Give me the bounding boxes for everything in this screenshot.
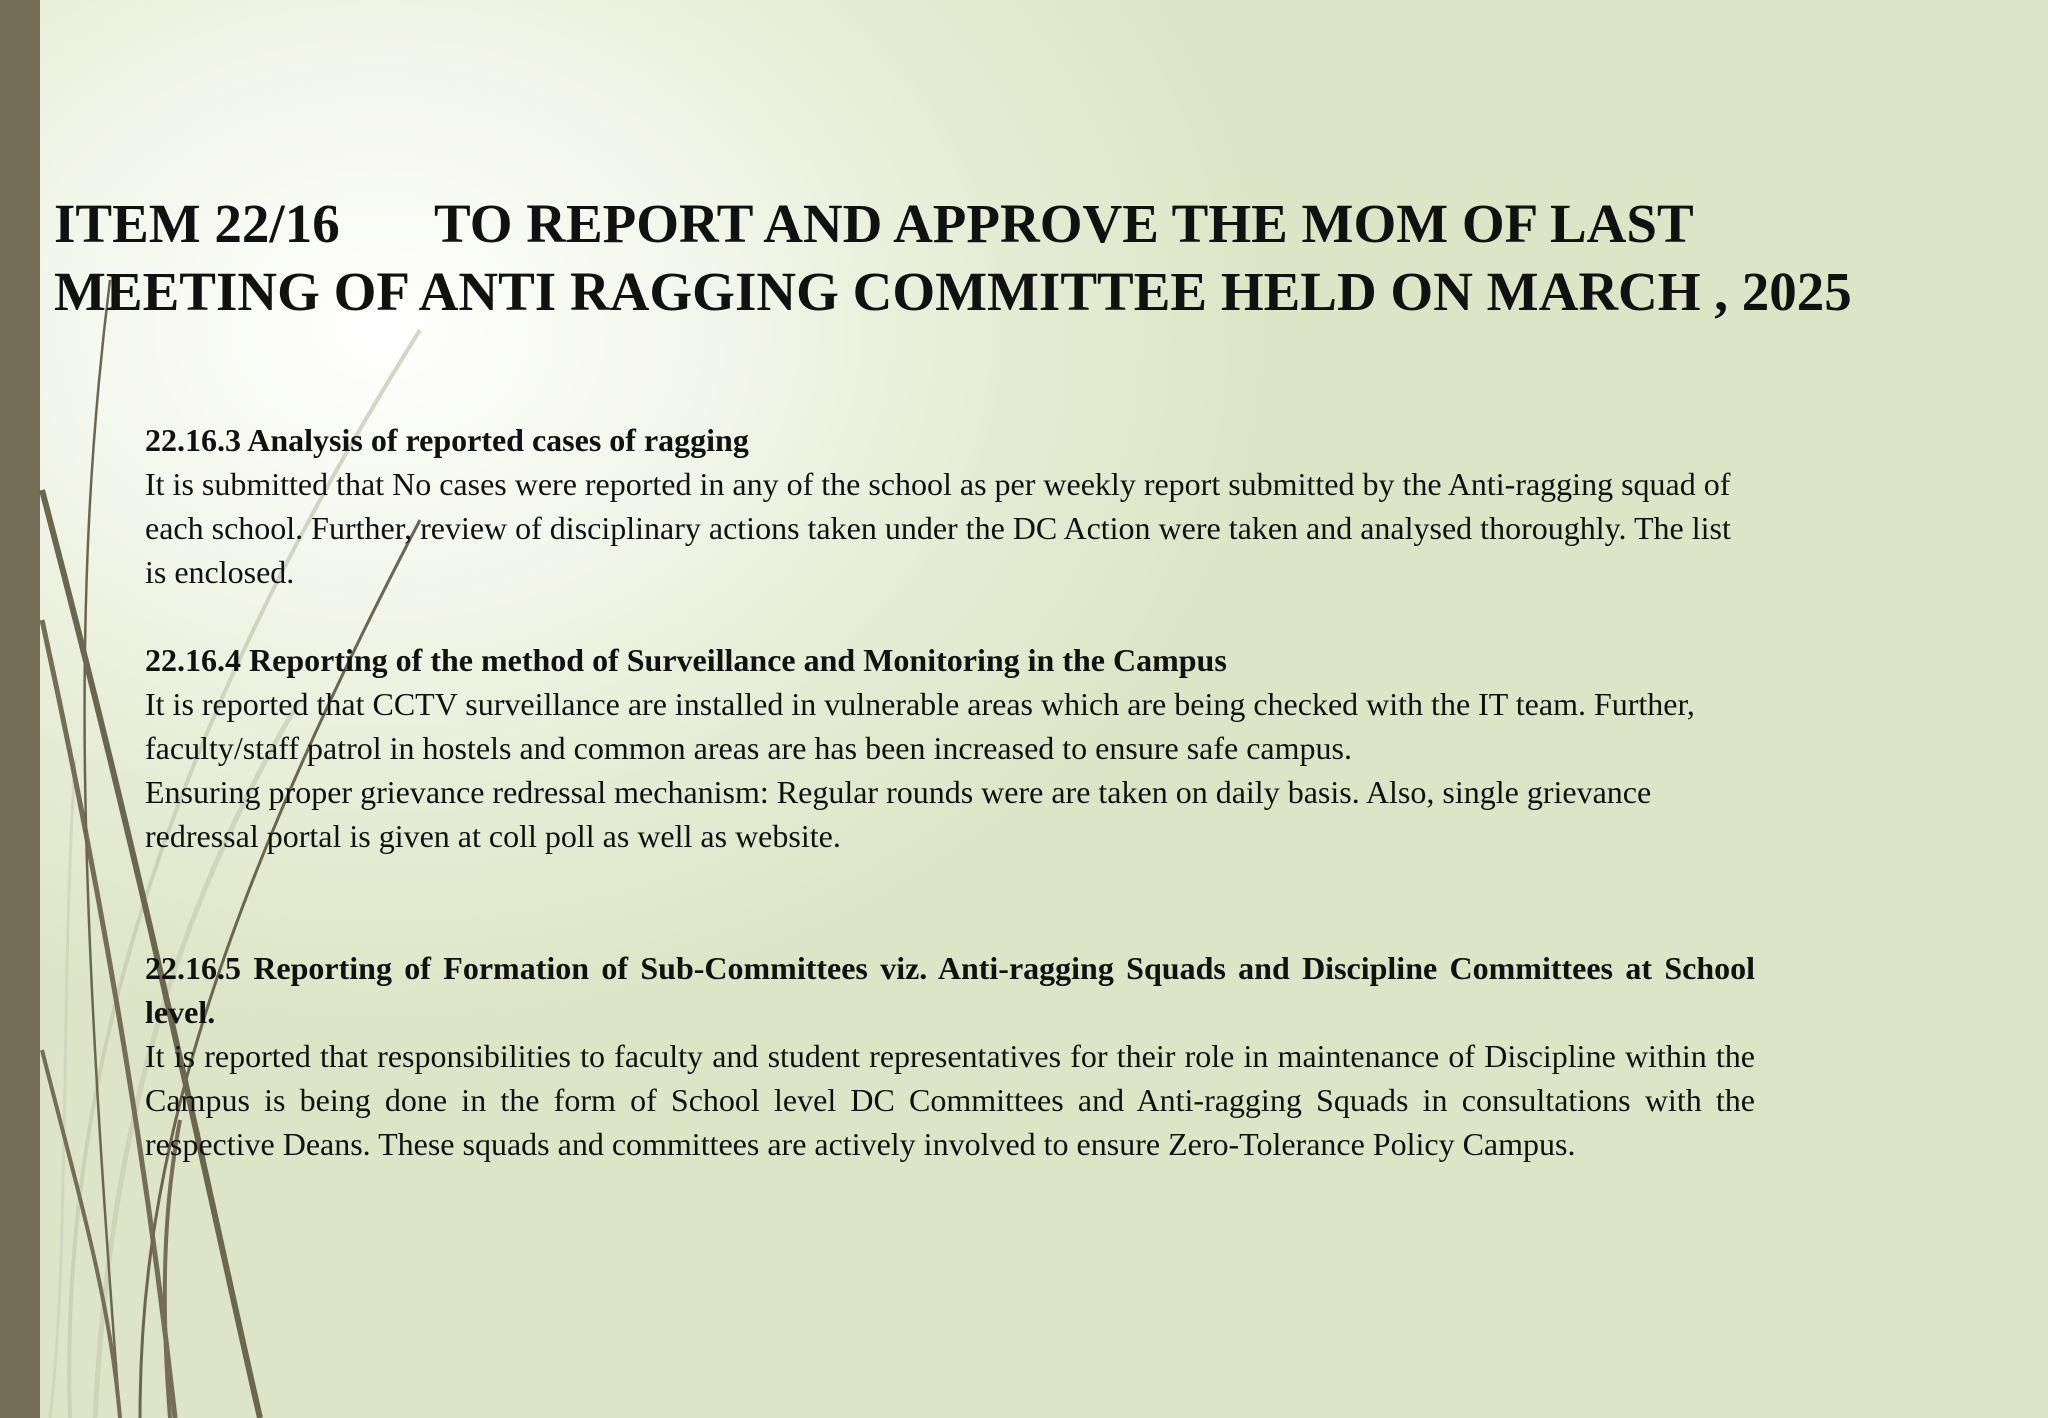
title-text-line-2: MEETING OF ANTI RAGGING COMMITTEE HELD ON MARCH , 2025 [54, 261, 1852, 322]
section-heading: 22.16.3 Analysis of reported cases of ragging [145, 422, 749, 458]
title-line-1 [54, 190, 2014, 258]
left-accent-bar [0, 0, 40, 1418]
section-heading: 22.16.5 Reporting of Formation of Sub-Committees viz. Anti-ragging Squads and Discipline Committees at School level. [145, 950, 1755, 1030]
section-paragraph: Ensuring proper grievance redressal mechanism: Regular rounds were are taken on daily basis. Also, single grievance redressal portal is given at coll poll as well as website. [145, 774, 1652, 854]
section-heading: 22.16.4 Reporting of the method of Surveillance and Monitoring in the Campus [145, 642, 1227, 678]
spacer [145, 594, 1755, 638]
slide-title [54, 190, 2014, 326]
item-number: ITEM 22/16 [54, 193, 340, 254]
section-paragraph: It is reported that CCTV surveillance are installed in vulnerable areas which are being checked with the IT team. Further, faculty/staff patrol in hostels and common areas are has been increased to ensure safe campus. [145, 686, 1695, 766]
grass-stroke-dark-5 [42, 1050, 120, 1418]
spacer [145, 858, 1755, 946]
title-text-line-1: TO REPORT AND APPROVE THE MOM OF LAST [434, 193, 1694, 254]
section-22-16-5 [145, 946, 1755, 1166]
section-paragraph: It is submitted that No cases were reported in any of the school as per weekly report submitted by the Anti-ragging squad of each school. Further, review of disciplinary actions taken under the DC Action were taken and analysed thoroughly. The list is enclosed. [145, 466, 1731, 590]
section-22-16-3 [145, 418, 1755, 594]
grass-stroke-light-3 [50, 760, 75, 1418]
slide-body [145, 418, 1755, 1166]
section-22-16-4 [145, 638, 1755, 858]
section-paragraph: It is reported that responsibilities to faculty and student representatives for their role in maintenance of Discipline within the Campus is being done in the form of School level DC Committees and Anti-ragging Squads in consultations with the respective Deans. These squads and committees are actively involved to ensure Zero-Tolerance Policy Campus. [145, 1038, 1755, 1162]
grass-stroke-dark-4 [85, 280, 120, 1418]
